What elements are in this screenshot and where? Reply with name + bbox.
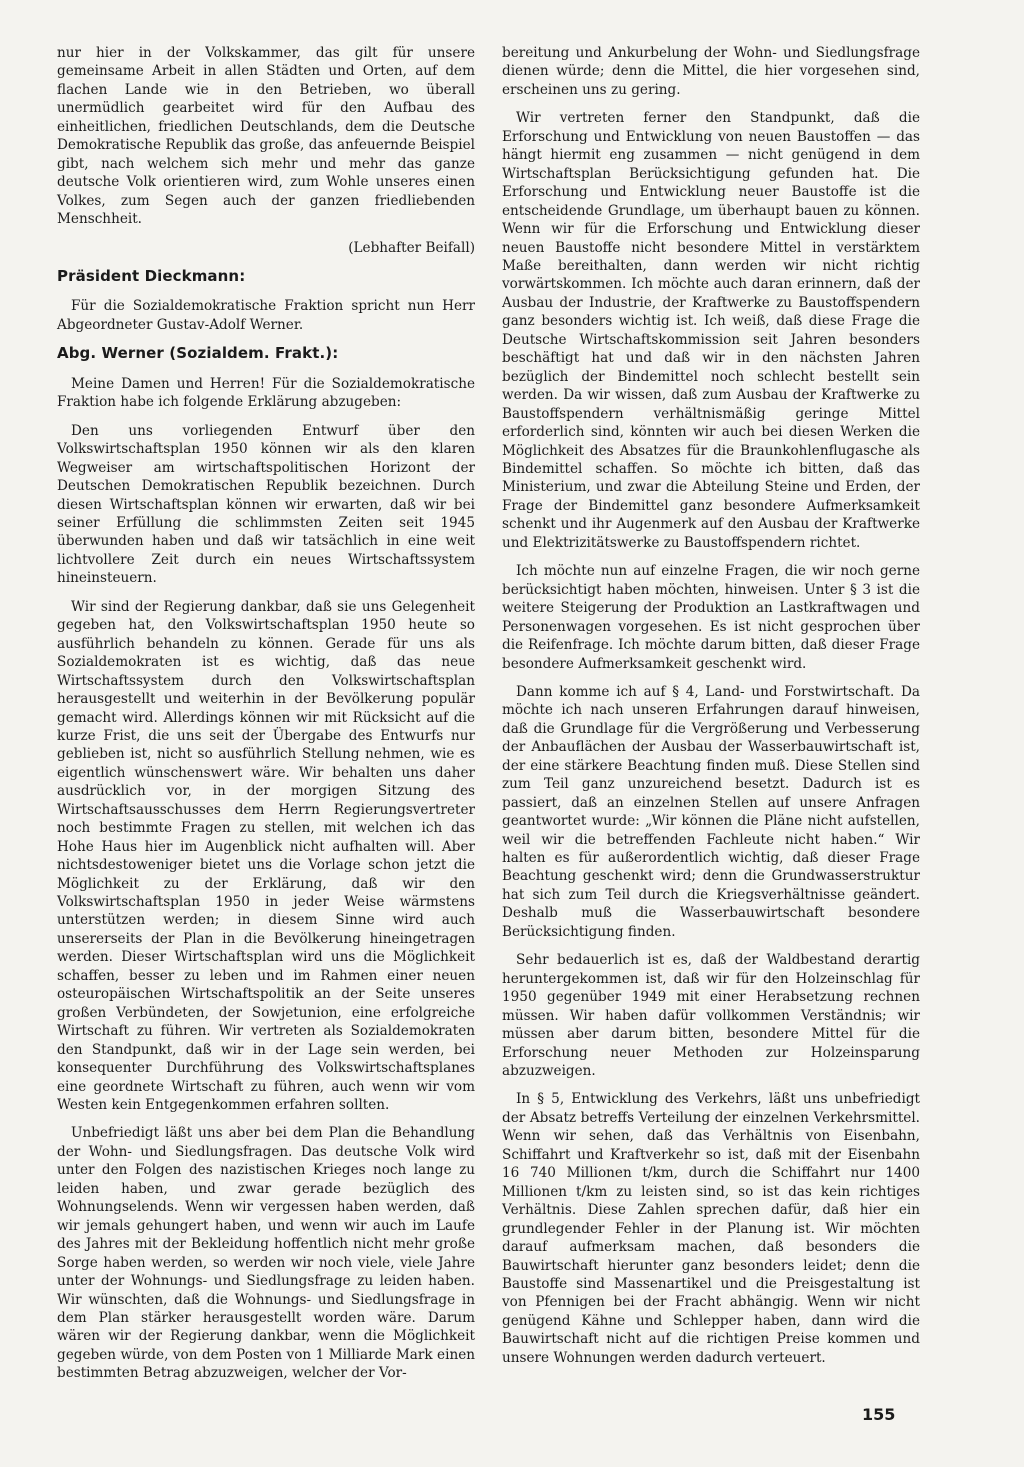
paragraph: Dann komme ich auf § 4, Land- und Forstwirtschaft. Da möchte ich nach unseren Erfahrungen darauf hinweisen, daß die Grundlage für die Vergrößerung und Verbesserung der Anbauflächen der Ausbau der Wasserbauwirtschaft ist, der eine stärkere Beachtung finden muß. Diese Stellen sind zum Teil ganz unzureichend besetzt. Dadurch ist es passiert, daß an einzelnen Stellen auf unsere Anfragen geantwortet wurde: „Wir können die Pläne nicht aufstellen, weil wir die betreffenden Fachleute nicht haben.“ Wir halten es für außerordentlich wichtig, daß dieser Frage Beachtung geschenkt wird; denn die Grundwasserstruktur hat sich zum Teil durch die Kriegsverhältnisse geändert. Deshalb muß die Wasserbauwirtschaft besondere Berücksichtigung finden.	[502, 683, 920, 940]
paragraph: In § 5, Entwicklung des Verkehrs, läßt uns unbefriedigt der Absatz betreffs Verteilung der einzelnen Verkehrsmittel. Wenn wir sehen, daß das Verhältnis von Eisenbahn, Schiffahrt und Kraftverkehr so ist, daß mit der Eisenbahn 16 740 Millionen t/km, durch die Schiffahrt nur 1400 Millionen t/km zu leisten sind, so ist das kein richtiges Verhältnis. Diese Zahlen sprechen dafür, daß hier ein grundlegender Fehler in der Planung ist. Wir möchten darauf aufmerksam machen, daß besonders die Bauwirtschaft hierunter ganz besonders leidet; denn die Baustoffe sind Massenartikel und die Preisgestaltung ist von Pfennigen bei der Fracht abhängig. Wenn wir nicht genügend Kähne und Schlepper haben, dann wird die Bauwirtschaft nicht auf die richtigen Preise kommen und unsere Wohnungen werden dadurch verteuert.	[502, 1091, 920, 1366]
president-announcement: Für die Sozialdemokratische Fraktion spricht nun Herr Abgeordneter Gustav-Adolf Werner.	[57, 298, 475, 333]
paragraph: bereitung und Ankurbelung der Wohn- und Siedlungsfrage dienen würde; denn die Mittel, die hier vorgesehen sind, erscheinen uns zu gering.	[502, 45, 920, 98]
paragraph: Sehr bedauerlich ist es, daß der Waldbestand derartig heruntergekommen ist, daß wir für den Holzeinschlag für 1950 gegenüber 1949 mit einer Herabsetzung rechnen müssen. Wir haben dafür vollkommen Verständnis; wir müssen aber darum bitten, besondere Mittel für die Erforschung neuer Methoden zur Holzeinsparung abzuzweigen.	[502, 952, 920, 1080]
speaker-heading-president: Präsident Dieckmann:	[57, 266, 246, 285]
left-column	[57, 44, 475, 1393]
paragraph: Meine Damen und Herren! Für die Sozialdemokratische Fraktion habe ich folgende Erklärung abzugeben:	[57, 375, 475, 411]
paragraph: Wir sind der Regierung dankbar, daß sie uns Gelegenheit gegeben hat, den Volkswirtschaftsplan 1950 heute so ausführlich behandeln zu können. Gerade für uns als Sozialdemokraten ist es wichtig, daß das neue Wirtschaftssystem durch den Volkswirtschaftsplan herausgestellt und weiterhin in der Bevölkerung populär gemacht wird. Allerdings können wir mit Rücksicht auf die kurze Frist, die uns seit der Übergabe des Entwurfs nur geblieben ist, nicht so ausführlich Stellung nehmen, wie es eigentlich wünschenswert wäre. Wir behalten uns daher ausdrücklich vor, in der morgigen Sitzung des Wirtschaftsausschusses dem Herrn Regierungsvertreter noch bestimmte Fragen zu stellen, mit welchen ich das Hohe Haus hier im Augenblick nicht aufhalten will. Aber nichtsdestoweniger bietet uns die Vorlage schon jetzt die Möglichkeit zu der Erklärung, daß wir den Volkswirtschaftsplan 1950 in jeder Weise wärmstens unterstützen werden; in diesem Sinne wird auch unsererseits der Plan in die Bevölkerung hineingetragen werden. Dieser Wirtschaftsplan wird uns die Möglichkeit schaffen, besser zu leben und im Rahmen einer neuen osteuropäischen Wirtschaftspolitik an der Seite unseres großen Verbündeten, der Sowjetunion, eine erfolgreiche Wirtschaft zu führen. Wir vertreten als Sozialdemokraten den Standpunkt, daß wir in der Lage sein werden, bei konsequenter Durchführung des Volkswirtschaftsplanes eine geordnete Wirtschaft zu führen, auch wenn wir vom Westen kein Entgegenkommen erfahren sollten.	[57, 598, 475, 1114]
speaker-heading-werner: Abg. Werner (Sozialdem. Frakt.):	[57, 344, 339, 363]
paragraph: Den uns vorliegenden Entwurf über den Volkswirtschaftsplan 1950 können wir als den klaren Wegweiser am wirtschaftspolitischen Horizont der Deutschen Demokratischen Republik bezeichnen. Durch diesen Wirtschaftsplan können wir erwarten, daß wir bei seiner Erfüllung die schlimmsten Zeiten seit 1945 überwunden haben und daß wir tatsächlich in eine weit lichtvollere Zeit durch ein neues Wirtschaftssystem hineinsteuern.	[57, 422, 475, 587]
right-column	[502, 44, 920, 1377]
paragraph: Ich möchte nun auf einzelne Fragen, die wir noch gerne berücksichtigt haben möchten, hinweisen. Unter § 3 ist die weitere Steigerung der Produktion an Lastkraftwagen und Personenwagen vorgesehen. Es ist nicht gesprochen über die Reifenfrage. Ich möchte darum bitten, daß dieser Frage besondere Aufmerksamkeit geschenkt wird.	[502, 563, 920, 672]
paragraph: Unbefriedigt läßt uns aber bei dem Plan die Behandlung der Wohn- und Siedlungsfragen. Das deutsche Volk wird unter den Folgen des nazistischen Krieges noch lange zu leiden haben, und zwar gerade bezüglich des Wohnungselends. Wenn wir vergessen haben werden, daß wir jemals gehungert haben, und wenn wir auch im Laufe des Jahres mit der Bekleidung hoffentlich nicht mehr große Sorge haben werden, so werden wir noch viele, viele Jahre unter der Wohnungs- und Siedlungsfrage zu leiden haben. Wir wünschten, daß die Wohnungs- und Siedlungsfrage in dem Plan stärker herausgestellt worden wäre. Darum wären wir der Regierung dankbar, wenn die Möglichkeit gegeben würde, von dem Posten von 1 Milliarde Mark einen bestimmten Betrag abzuzweigen, welcher der Vor-	[57, 1125, 475, 1382]
paragraph: Wir vertreten ferner den Standpunkt, daß die Erforschung und Entwicklung von neuen Baustoffen — das hängt hiermit eng zusammen — nicht genügend in dem Wirtschaftsplan Berücksichtigung gefunden hat. Die Erforschung und Entwicklung neuer Baustoffe ist die entscheidende Grundlage, um überhaupt bauen zu können. Wenn wir für die Erforschung und Entwicklung dieser neuen Baustoffe nicht besondere Mittel in verstärktem Maße bereithalten, dann werden wir nicht richtig vorwärtskommen. Ich möchte auch daran erinnern, daß der Ausbau der Industrie, der Kraftwerke zu Baustoffspendern ganz besonders wichtig ist. Ich weiß, daß diese Frage die Deutsche Wirtschaftskommission seit Jahren besonders beschäftigt hat und daß wir in den nächsten Jahren bezüglich der Bindemittel noch schlecht bestellt sein werden. Da wir wissen, daß zum Ausbau der Kraftwerke zu Baustoffspendern verhältnismäßig geringe Mittel erforderlich sind, könnten wir auch bei diesen Werken die Möglichkeit des Absatzes für die Braunkohlenflugasche als Bindemittel schaffen. So möchte ich bitten, daß das Ministerium, und zwar die Abteilung Steine und Erden, der Frage der Bindemittel ganz besondere Aufmerksamkeit schenkt und ihr Augenmerk auf den Ausbau der Kraftwerke und Elektrizitätswerke zu Baustoffspendern richtet.	[502, 110, 920, 551]
paragraph: nur hier in der Volkskammer, das gilt für unsere gemeinsame Arbeit in allen Städten und Orten, auf dem flachen Lande wie in den Betrieben, wo überall unermüdlich gearbeitet wird für den Aufbau des einheitlichen, friedlichen Deutschlands, dem die Deutsche Demokratische Republik das große, das anfeuernde Beispiel gibt, nach welchem sich mehr und mehr das ganze deutsche Volk orientieren wird, zum Wohle unseres einen Volkes, zum Segen auch der ganzen friedliebenden Menschheit.	[57, 45, 475, 228]
applause-note: (Lebhafter Beifall)	[348, 239, 475, 256]
page-number: 155	[862, 1405, 896, 1424]
